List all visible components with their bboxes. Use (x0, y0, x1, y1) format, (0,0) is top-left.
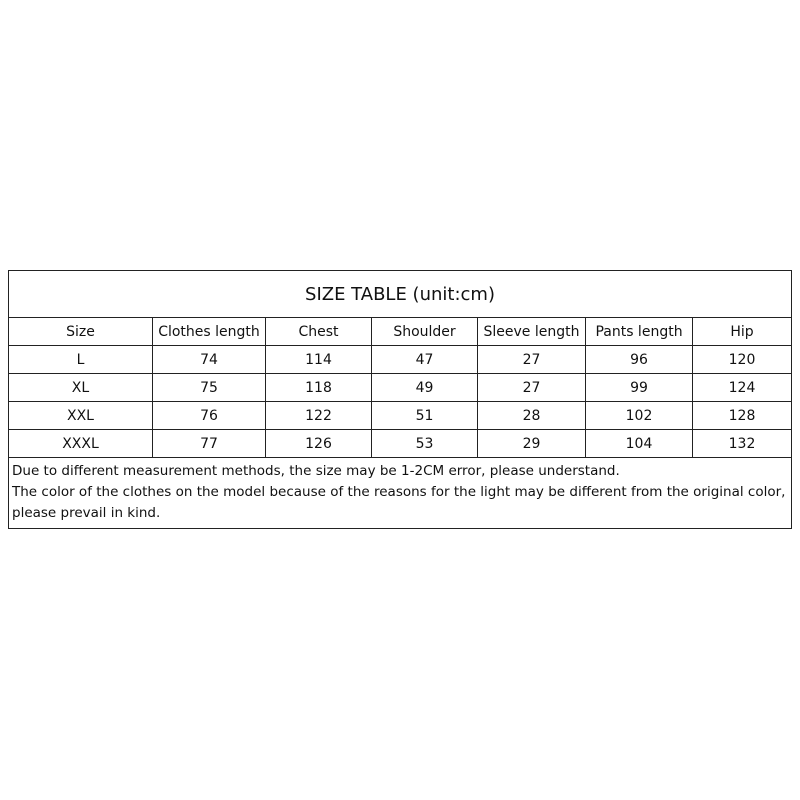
header-row (9, 318, 792, 346)
cell-size: XXXL (9, 430, 153, 458)
cell-pants-length: 104 (586, 430, 693, 458)
cell-chest: 118 (266, 374, 372, 402)
cell-clothes-length: 74 (153, 346, 266, 374)
cell-size: XL (9, 374, 153, 402)
cell-pants-length: 99 (586, 374, 693, 402)
header-pants-length: Pants length (586, 318, 693, 346)
cell-sleeve-length: 27 (478, 374, 586, 402)
cell-hip: 128 (693, 402, 792, 430)
cell-clothes-length: 77 (153, 430, 266, 458)
table-row (9, 346, 792, 374)
cell-chest: 114 (266, 346, 372, 374)
cell-shoulder: 47 (372, 346, 478, 374)
note-measurement-error: Due to different measurement methods, the size may be 1-2CM error, please understand. (12, 463, 620, 479)
cell-shoulder: 53 (372, 430, 478, 458)
note-color-difference: The color of the clothes on the model because of the reasons for the light may be different from the original color, (12, 484, 786, 500)
header-shoulder: Shoulder (372, 318, 478, 346)
notes-row (9, 458, 792, 529)
header-chest: Chest (266, 318, 372, 346)
cell-hip: 120 (693, 346, 792, 374)
cell-hip: 124 (693, 374, 792, 402)
cell-size: XXL (9, 402, 153, 430)
cell-shoulder: 49 (372, 374, 478, 402)
cell-chest: 122 (266, 402, 372, 430)
title-row (9, 271, 792, 318)
cell-shoulder: 51 (372, 402, 478, 430)
cell-sleeve-length: 28 (478, 402, 586, 430)
header-size: Size (9, 318, 153, 346)
cell-chest: 126 (266, 430, 372, 458)
cell-size: L (9, 346, 153, 374)
cell-sleeve-length: 29 (478, 430, 586, 458)
table-title: SIZE TABLE (unit:cm) (9, 271, 792, 318)
cell-pants-length: 102 (586, 402, 693, 430)
notes-cell (9, 458, 792, 529)
cell-pants-length: 96 (586, 346, 693, 374)
cell-hip: 132 (693, 430, 792, 458)
cell-clothes-length: 75 (153, 374, 266, 402)
table-row (9, 374, 792, 402)
cell-sleeve-length: 27 (478, 346, 586, 374)
size-table (8, 270, 792, 529)
table-row (9, 402, 792, 430)
header-sleeve-length: Sleeve length (478, 318, 586, 346)
header-clothes-length: Clothes length (153, 318, 266, 346)
cell-clothes-length: 76 (153, 402, 266, 430)
note-prevail-in-kind: please prevail in kind. (12, 505, 161, 521)
header-hip: Hip (693, 318, 792, 346)
table-row (9, 430, 792, 458)
